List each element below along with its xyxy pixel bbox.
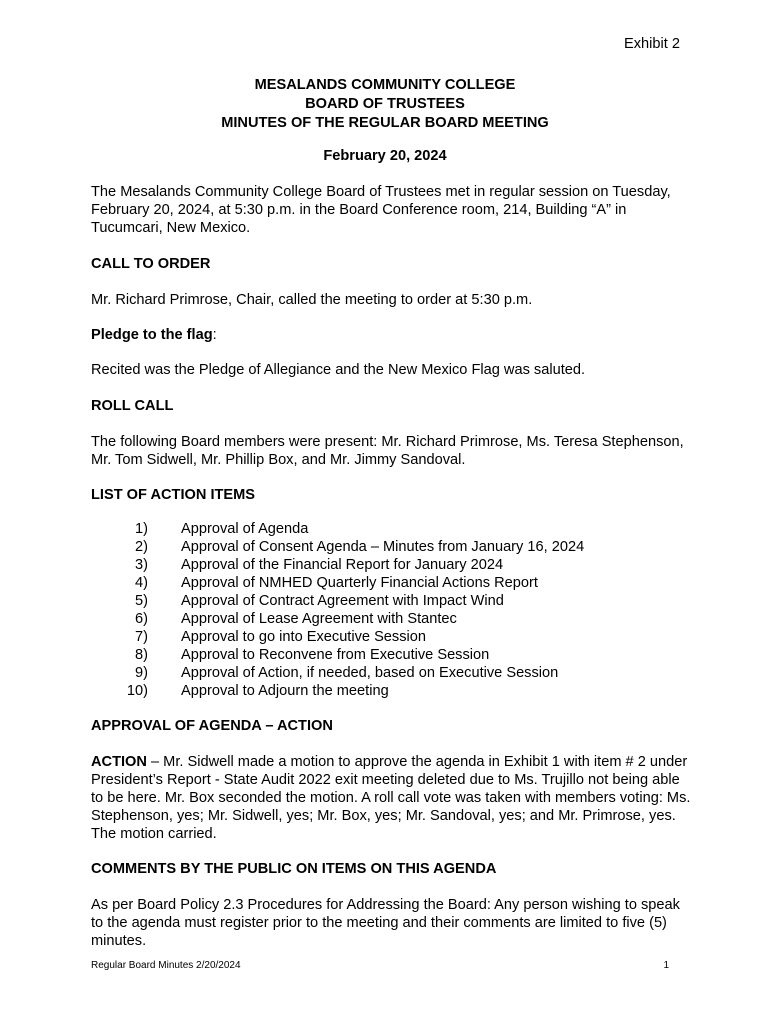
list-item [0,682,770,700]
header-college: MESALANDS COMMUNITY COLLEGE [254,77,516,93]
action-items-heading: LIST OF ACTION ITEMS [91,487,256,503]
list-item-text: Approval of Lease Agreement with Stantec [181,611,457,627]
list-item-text: Approval of Consent Agenda – Minutes from January 16, 2024 [181,539,585,555]
list-item-number: 6) [135,611,148,627]
call-to-order-heading: CALL TO ORDER [91,256,211,272]
intro-paragraph: The Mesalands Community College Board of Trustees met in regular session on Tuesday, February 20, 2024, at 5:30 p.m. in the Board Conference room, 214, Building “A” in Tucumcari, New Mexico. [91,184,671,236]
list-item-text: Approval of Contract Agreement with Impact Wind [181,593,504,609]
list-item-number: 3) [135,557,148,573]
list-item-number: 9) [135,665,148,681]
list-item [0,592,770,610]
action-items-list [0,520,770,700]
action-label: ACTION [91,754,147,770]
approval-agenda-text: – Mr. Sidwell made a motion to approve the agenda in Exhibit 1 with item # 2 under President’s Report - State Audit 2022 exit meeting deleted due to Ms. Trujillo not being able to be here. Mr. Box seconded the motion. A roll call vote was taken with members voting: Ms. Stephenson, yes; Mr. Sidwell, yes; Mr. Box, yes; Mr. Sandoval, yes; and Mr. Primrose, yes. The motion carried. [91,754,691,842]
pledge-text: Recited was the Pledge of Allegiance and the New Mexico Flag was saluted. [91,362,586,378]
list-item-text: Approval to Adjourn the meeting [181,683,389,699]
header-minutes-title: MINUTES OF THE REGULAR BOARD MEETING [221,115,549,131]
meeting-date: February 20, 2024 [323,148,447,164]
page-number: 1 [663,960,669,971]
list-item [0,574,770,592]
list-item-number: 8) [135,647,148,663]
list-item-number: 2) [135,539,148,555]
list-item [0,520,770,538]
roll-call-heading: ROLL CALL [91,398,174,414]
list-item-text: Approval of Agenda [181,521,309,537]
pledge-colon: : [212,327,217,343]
list-item-text: Approval to Reconvene from Executive Session [181,647,490,663]
list-item-text: Approval of the Financial Report for January 2024 [181,557,504,573]
pledge-heading-line [91,326,691,344]
exhibit-label: Exhibit 2 [624,36,680,52]
call-to-order-text: Mr. Richard Primrose, Chair, called the meeting to order at 5:30 p.m. [91,292,533,308]
footer-document-name: Regular Board Minutes 2/20/2024 [91,960,241,971]
list-item [0,538,770,556]
list-item [0,610,770,628]
roll-call-text: The following Board members were present: Mr. Richard Primrose, Ms. Teresa Stephenson, Mr. Tom Sidwell, Mr. Phillip Box, and Mr. Jimmy Sandoval. [91,434,684,468]
list-item [0,556,770,574]
public-comments-text: As per Board Policy 2.3 Procedures for Addressing the Board: Any person wishing to speak to the agenda must register prior to the meeting and their comments are limited to five (5) minutes. [91,897,680,949]
header-board: BOARD OF TRUSTEES [305,96,465,112]
list-item [0,664,770,682]
list-item-number: 7) [135,629,148,645]
public-comments-heading: COMMENTS BY THE PUBLIC ON ITEMS ON THIS AGENDA [91,861,497,877]
list-item-text: Approval to go into Executive Session [181,629,426,645]
list-item-number: 1) [135,521,148,537]
document-header [0,76,770,133]
list-item [0,646,770,664]
pledge-heading: Pledge to the flag [91,327,213,343]
list-item-number: 10) [126,683,148,699]
list-item [0,628,770,646]
approval-agenda-paragraph [91,753,691,843]
list-item-text: Approval of NMHED Quarterly Financial Actions Report [181,575,538,591]
list-item-text: Approval of Action, if needed, based on Executive Session [181,665,559,681]
list-item-number: 4) [135,575,148,591]
approval-agenda-heading: APPROVAL OF AGENDA – ACTION [91,718,333,734]
page-footer [91,960,669,972]
list-item-number: 5) [135,593,148,609]
